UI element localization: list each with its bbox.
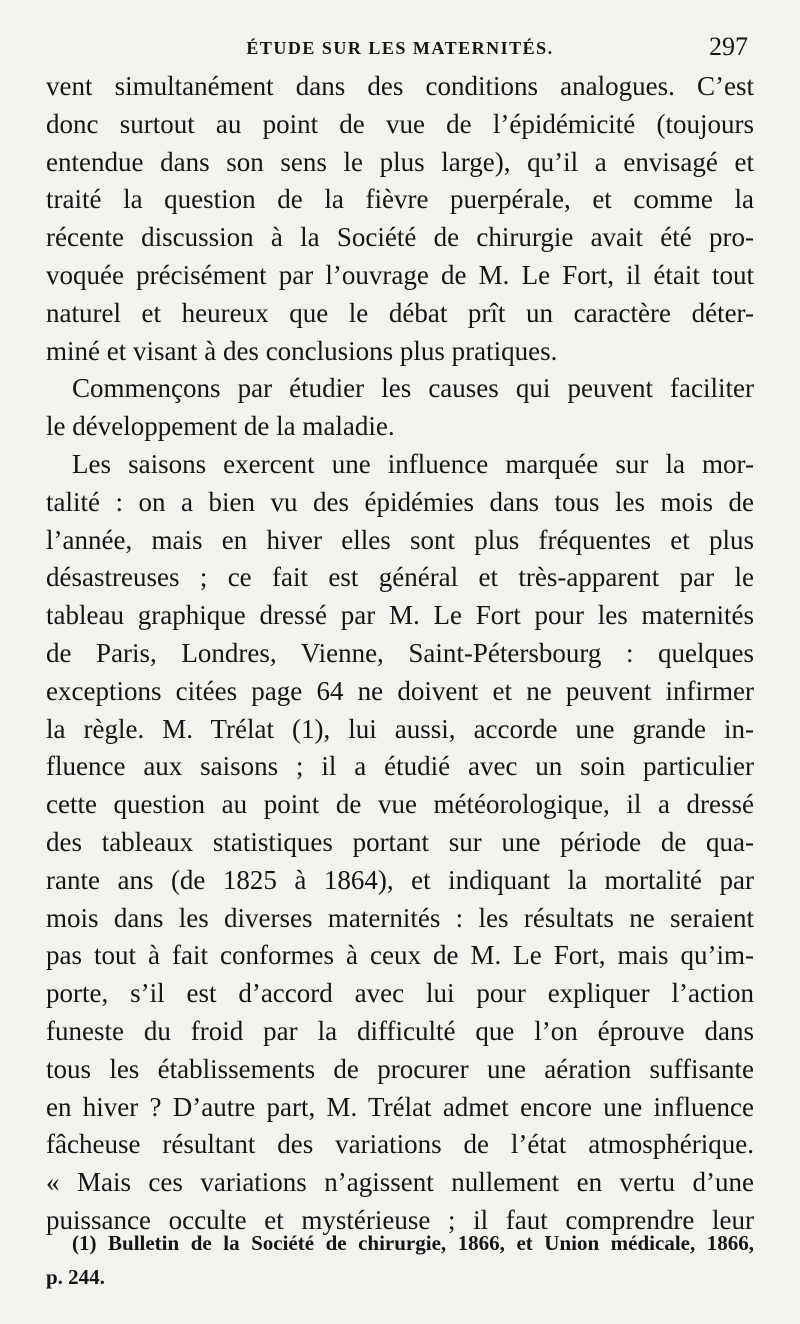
text-line: entendue dans son sens le plus large), qu’il a envisagé et [46, 146, 754, 177]
text-line: pas tout à fait conformes à ceux de M. Le Fort, mais qu’im- [46, 940, 754, 971]
text-line: porte, s’il est d’accord avec lui pour expliquer l’action [46, 978, 754, 1009]
text-line: Commençons par étudier les causes qui peuvent faciliter [72, 373, 754, 404]
text-line: la règle. M. Trélat (1), lui aussi, accorde une grande in- [46, 713, 754, 744]
text-line: talité : on a bien vu des épidémies dans tous les mois de [46, 486, 754, 517]
text-line: vent simultanément dans des conditions analogues. C’est [46, 71, 754, 101]
text-line: le développement de la maladie. [46, 411, 395, 442]
text-line: rante ans (de 1825 à 1864), et indiquant la mortalité par [46, 864, 754, 895]
running-title: ÉTUDE SUR LES MATERNITÉS. [246, 38, 554, 58]
text-line: fâcheuse résultant des variations de l’état atmosphérique. [46, 1129, 754, 1160]
text-line: des tableaux statistiques portant sur une période de qua- [46, 826, 754, 857]
text-line: l’année, mais en hiver elles sont plus fréquentes et plus [46, 524, 754, 555]
running-header [46, 32, 754, 68]
text-line: exceptions citées page 64 ne doivent et ne peuvent infirmer [46, 675, 754, 706]
text-line: récente discussion à la Société de chirurgie avait été pro- [46, 222, 754, 253]
text-line: voquée précisément par l’ouvrage de M. Le Fort, il était tout [46, 259, 754, 290]
text-line: puissance occulte et mystérieuse ; il faut comprendre leur [46, 1204, 754, 1235]
text-line: miné et visant à des conclusions plus pratiques. [46, 335, 558, 366]
footnote [46, 1226, 754, 1294]
text-line: en hiver ? D’autre part, M. Trélat admet encore une influence [46, 1091, 754, 1122]
body-text [46, 68, 754, 1240]
text-line: mois dans les diverses maternités : les résultats ne seraient [46, 902, 754, 933]
text-line: « Mais ces variations n’agissent nullement en vertu d’une [46, 1167, 754, 1198]
text-line: Les saisons exercent une influence marquée sur la mor- [72, 448, 754, 479]
text-line: traité la question de la fièvre puerpérale, et comme la [46, 184, 754, 215]
text-line: naturel et heureux que le débat prît un caractère déter- [46, 297, 754, 328]
page-number: 297 [709, 32, 748, 61]
text-line: cette question au point de vue météorologique, il a dressé [46, 789, 754, 820]
text-line: donc surtout au point de vue de l’épidémicité (toujours [46, 108, 754, 139]
footnote-line: p. 244. [46, 1265, 105, 1289]
footnote-line: (1) Bulletin de la Société de chirurgie, 1866, et Union médicale, 1866, [72, 1231, 754, 1255]
text-line: fluence aux saisons ; il a étudié avec un soin particulier [46, 751, 754, 782]
text-line: tous les établissements de procurer une aération suffisante [46, 1053, 754, 1084]
text-line: de Paris, Londres, Vienne, Saint-Pétersbourg : quelques [46, 637, 754, 668]
text-line: funeste du froid par la difficulté que l’on éprouve dans [46, 1015, 754, 1046]
text-line: désastreuses ; ce fait est général et très-apparent par le [46, 562, 754, 593]
text-line: tableau graphique dressé par M. Le Fort pour les maternités [46, 600, 754, 631]
